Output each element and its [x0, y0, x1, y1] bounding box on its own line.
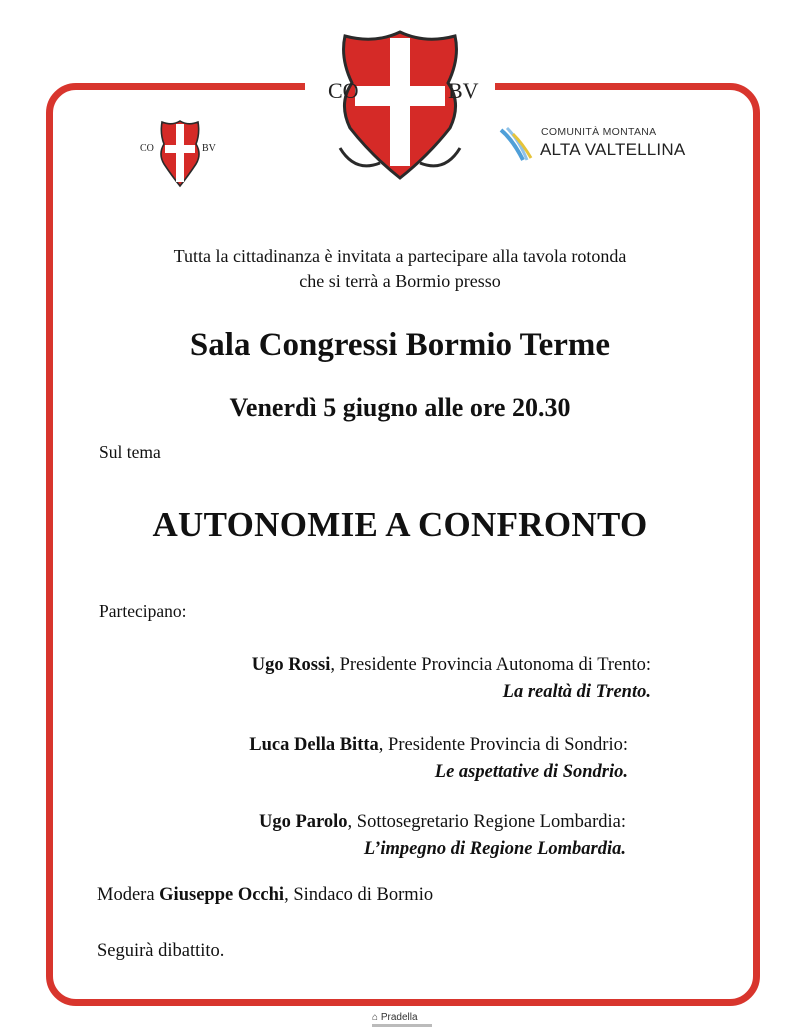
- participant-role: , Presidente Provincia di Sondrio:: [378, 735, 628, 755]
- printer-tagline-bar: [372, 1024, 432, 1027]
- participant-name: Luca Della Bitta: [249, 735, 379, 755]
- crest-small-co-text: CO: [140, 143, 154, 154]
- printer-logo: [372, 1012, 418, 1023]
- printer-icon: ⌂: [372, 1012, 379, 1023]
- participants-label: Partecipano:: [99, 601, 187, 621]
- participant-name: Ugo Parolo: [258, 812, 348, 832]
- venue-title: Sala Congressi Bormio Terme: [189, 327, 611, 363]
- bormio-crest-small-logo: [140, 118, 220, 188]
- community-small-label: COMUNITÀ MONTANA: [541, 126, 657, 138]
- crest-bv-text: BV: [448, 78, 479, 103]
- invitation-text: [0, 244, 800, 294]
- community-name: ALTA VALTELLINA: [540, 140, 686, 159]
- participant-topic: L’impegno di Regione Lombardia.: [363, 839, 626, 859]
- participant-3: [259, 809, 626, 863]
- moderator-line: [97, 885, 433, 906]
- crest-small-bv-text: BV: [202, 143, 216, 154]
- participant-2: [249, 732, 628, 786]
- theme-title: AUTONOMIE A CONFRONTO: [152, 505, 648, 544]
- moderator-name: Giuseppe Occhi: [159, 885, 285, 905]
- invitation-line-2: che si terrà a Bormio presso: [299, 271, 501, 291]
- follow-note: Seguirà dibattito.: [97, 941, 225, 961]
- event-date: Venerdì 5 giugno alle ore 20.30: [229, 393, 571, 422]
- participant-name: Ugo Rossi: [251, 655, 331, 675]
- crest-co-text: CO: [328, 78, 359, 103]
- participant-1: [252, 652, 651, 706]
- participant-topic: La realtà di Trento.: [502, 682, 651, 702]
- printer-name: Pradella: [380, 1012, 418, 1023]
- bormio-crest-logo: [300, 28, 500, 180]
- moderator-role: , Sindaco di Bormio: [284, 885, 434, 905]
- theme-label: Sul tema: [99, 442, 161, 462]
- participant-role: , Presidente Provincia Autonoma di Trento:: [330, 655, 651, 675]
- invitation-line-1: Tutta la cittadinanza è invitata a partecipare alla tavola rotonda: [173, 246, 627, 266]
- moderator-prefix: Modera: [97, 885, 160, 905]
- participant-topic: Le aspettative di Sondrio.: [434, 762, 628, 782]
- participant-role: , Sottosegretario Regione Lombardia:: [347, 812, 626, 832]
